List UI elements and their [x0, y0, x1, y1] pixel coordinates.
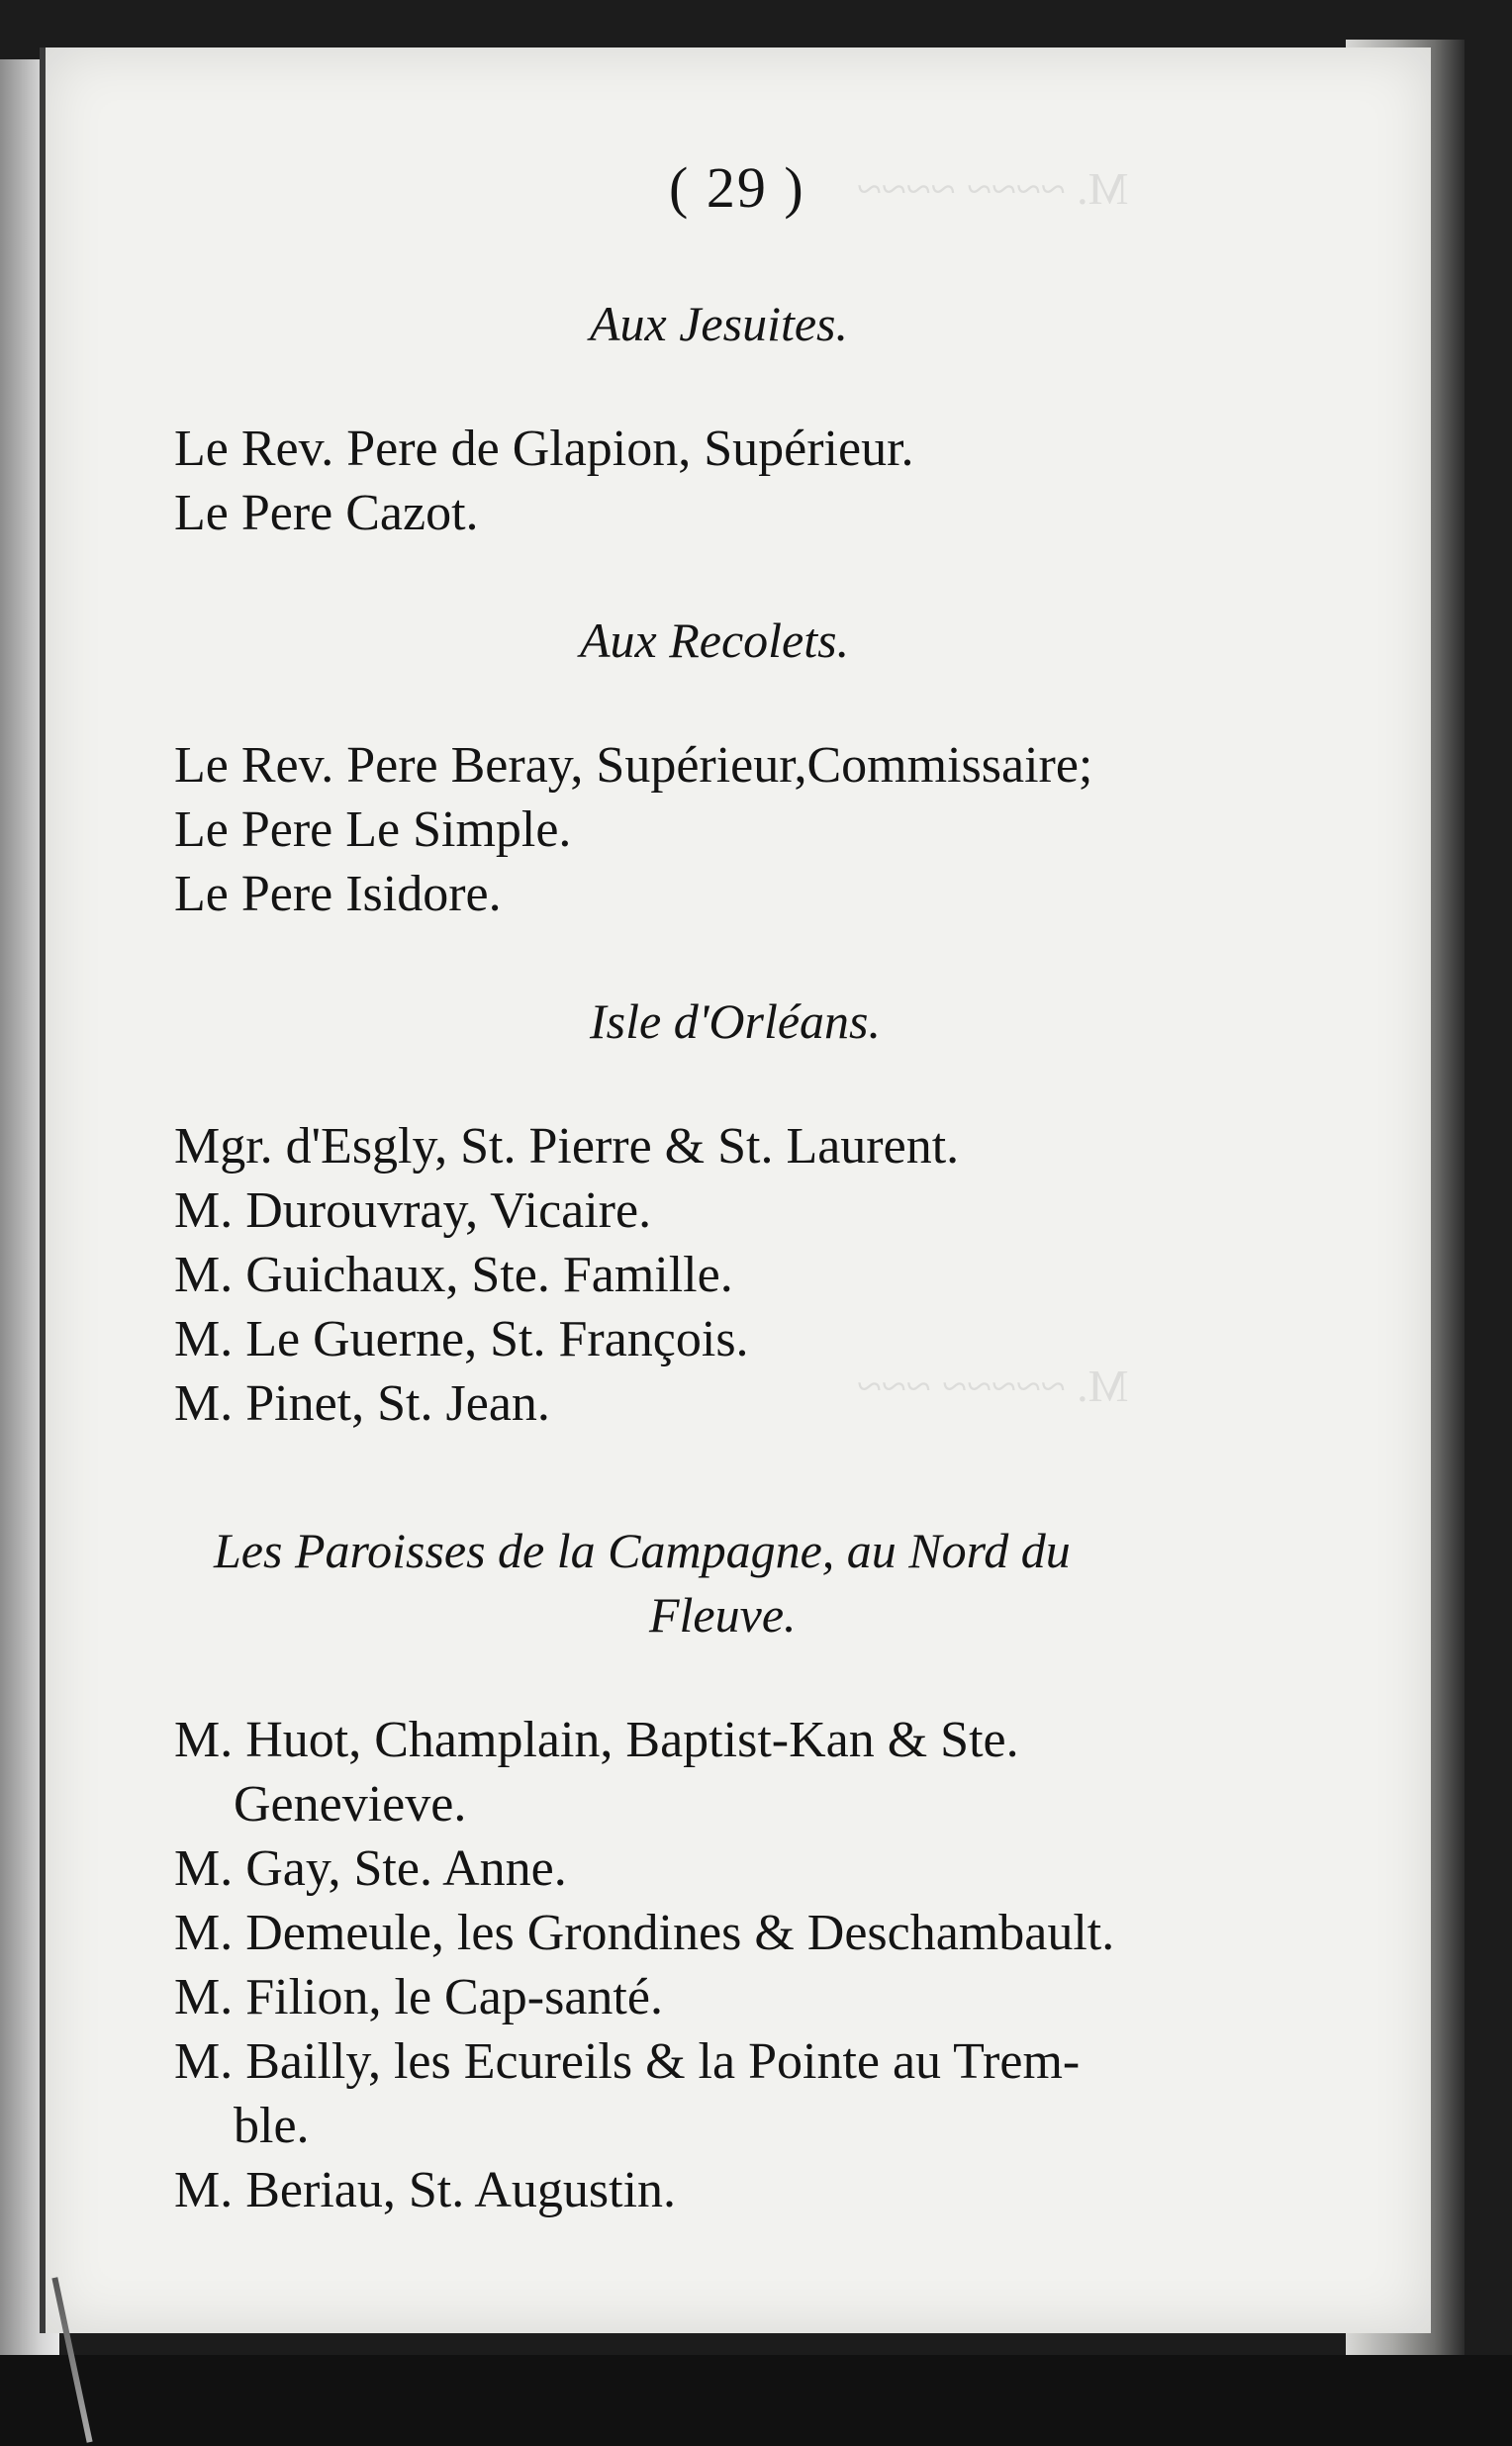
- entry-line: M. Durouvray, Vicaire.: [174, 1182, 652, 1239]
- entry-line: M. Huot, Champlain, Baptist-Kan & Ste.: [174, 1712, 1019, 1768]
- entry-line: M. Bailly, les Ecureils & la Pointe au Trem-: [174, 2033, 1081, 2090]
- entry-continuation: ble.: [234, 2098, 310, 2154]
- scan-bottom-border: [0, 2355, 1512, 2446]
- entry-line: M. Demeule, les Grondines & Deschambault.: [174, 1905, 1115, 1961]
- entry-continuation: Genevieve.: [234, 1776, 467, 1833]
- entry-line: Le Rev. Pere de Glapion, Supérieur.: [174, 421, 914, 477]
- show-through-2: M. ~~~~~ ~~~: [857, 1361, 1129, 1411]
- entry-line: M. Beriau, St. Augustin.: [174, 2162, 677, 2218]
- page-content: [135, 146, 1391, 2323]
- entry-line: Le Pere Le Simple.: [174, 801, 572, 858]
- section-heading-paroisses-line1: Les Paroisses de la Campagne, au Nord du: [214, 1523, 1071, 1578]
- entry-line: M. Filion, le Cap-santé.: [174, 1969, 663, 2025]
- entry-line: M. Pinet, St. Jean.: [174, 1375, 550, 1432]
- show-through-1: M. ~~~~ ~~~~: [857, 163, 1129, 214]
- section-heading-recolets: Aux Recolets.: [580, 612, 850, 668]
- entry-line: M. Guichaux, Ste. Famille.: [174, 1247, 733, 1303]
- entry-line: Le Pere Cazot.: [174, 485, 479, 541]
- entry-line: M. Le Guerne, St. François.: [174, 1311, 749, 1367]
- section-heading-paroisses-line2: Fleuve.: [649, 1587, 797, 1643]
- entry-line: Le Pere Isidore.: [174, 866, 502, 922]
- section-heading-jesuites: Aux Jesuites.: [590, 296, 849, 351]
- entry-line: Le Rev. Pere Beray, Supérieur,Commissaire;: [174, 737, 1093, 794]
- entry-line: Mgr. d'Esgly, St. Pierre & St. Laurent.: [174, 1118, 960, 1175]
- book-page: [40, 47, 1431, 2333]
- entry-line: M. Gay, Ste. Anne.: [174, 1840, 567, 1897]
- page-number: ( 29 ): [669, 155, 805, 220]
- section-heading-isle-orleans: Isle d'Orléans.: [590, 993, 881, 1049]
